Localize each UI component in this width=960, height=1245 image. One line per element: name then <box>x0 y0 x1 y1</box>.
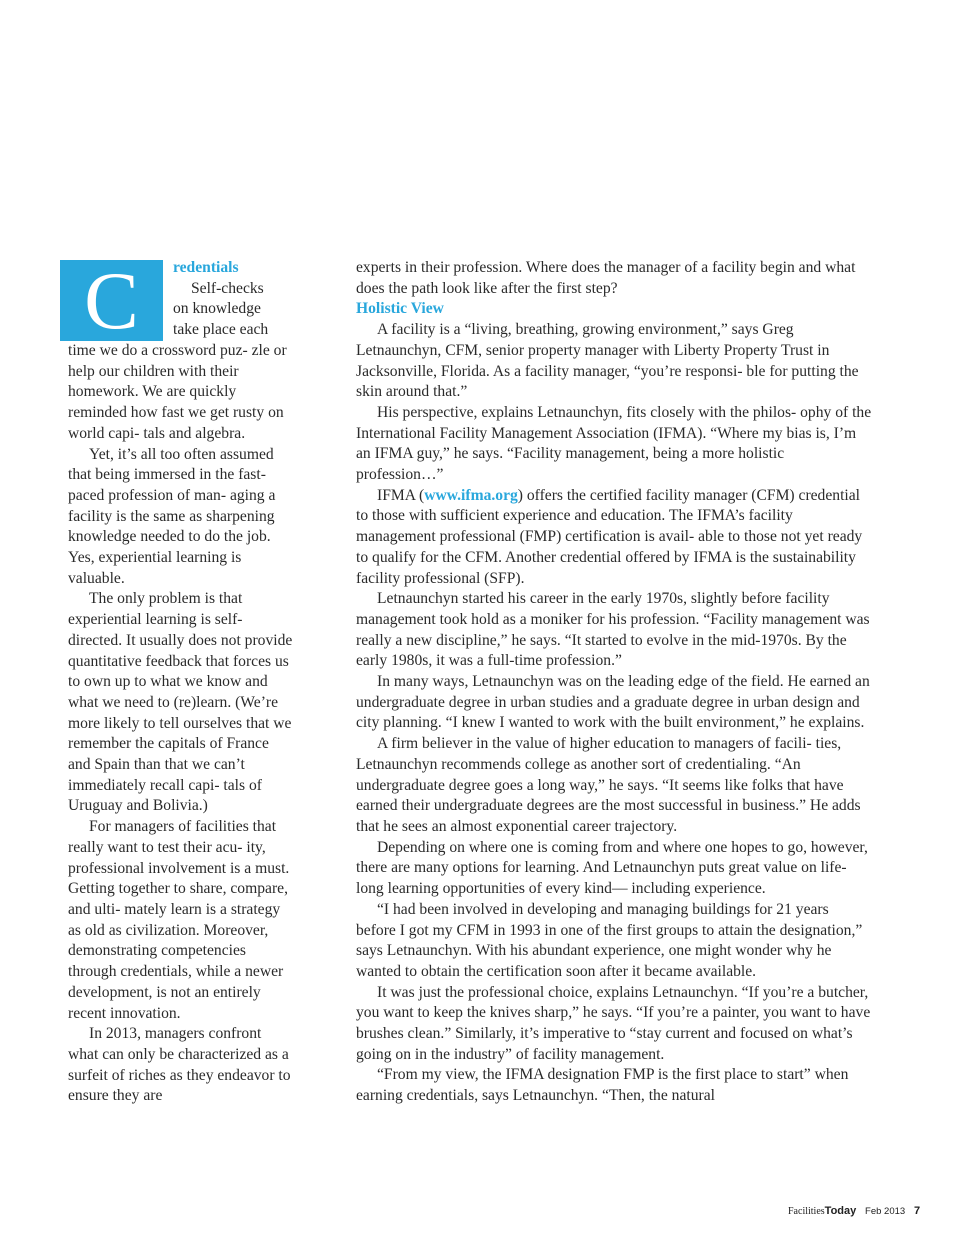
intro-line-1: Self-checks <box>191 279 264 297</box>
body-paragraph: In many ways, Letnaunchyn was on the leading edge of the field. He earned an undergraduate degree in urban studies and a graduate degree in urban design and city planning. “I knew I wanted to work with the built environment,” he explains. <box>356 673 870 732</box>
intro-paragraph-rest: time we do a crossword puz- zle or help our children with their homework. We are quickly reminded how fast we get rusty on world capi- tals and algebra. <box>68 342 287 442</box>
body-paragraph: A facility is a “living, breathing, growing environment,” says Greg Letnaunchyn, CFM, senior property manager with Liberty Property Trust in Jacksonville, Florida. As a facility manager, “you’re responsi- ble for putting the skin around that.” <box>356 321 859 401</box>
section-subhead: Holistic View <box>356 300 444 318</box>
ifma-paragraph <box>356 486 872 590</box>
lead-word-text: redentials <box>173 259 239 276</box>
body-paragraph: For managers of facilities that really want to test their acu- ity, professional involvement is a must. Getting together to share, compare, and ulti- mately learn is a strategy as old as civilization. Moreover, demonstrating competencies through credentials, while a newer development, is not an entirely recent innovation. <box>68 818 290 1022</box>
left-column <box>68 255 294 1107</box>
drop-cap: C <box>60 260 163 341</box>
issue-date: Feb 2013 <box>865 1206 906 1217</box>
page-number: 7 <box>913 1205 921 1217</box>
right-column <box>356 258 872 1107</box>
body-paragraph: “I had been involved in developing and managing buildings for 21 years before I got my CFM in 1993 in one of the first groups to attain the designation,” says Letnaunchyn. With his abundant experience, one might wonder why he wanted to obtain the certification soon after it became available. <box>356 900 863 980</box>
ifma-text-before: IFMA ( <box>377 486 425 504</box>
continued-paragraph: experts in their profession. Where does the manager of a facility begin and what does the path look like after the first step? <box>356 259 856 297</box>
body-paragraph: Letnaunchyn started his career in the early 1970s, slightly before facility management took hold as a moniker for his profession. “Facility management was really a new discipline,” he says. “It started to evolve in the mid-1970s. By the early 1980s, it was a full-time profession.” <box>356 590 870 670</box>
body-paragraph: It was just the professional choice, explains Letnaunchyn. “If you’re a butcher, you want to keep the knives sharp,” he says. “If you’re a painter, you want to have brushes clean.” Similarly, it’s imperative to “stay current and focused on what’s going on in the industry” of facility management. <box>356 983 871 1063</box>
page-footer <box>788 1205 920 1217</box>
body-paragraph: “From my view, the IFMA designation FMP is the first place to start” when earning credentials, says Letnaunchyn. “Then, the natural <box>356 1066 849 1105</box>
intro-line-2: on knowledge <box>173 300 261 318</box>
ifma-text-after: ) offers the certified facility manager (CFM) credential to those with sufficient experience and education. The IFMA’s facility management professional (FMP) certification is avail- able to those not yet ready to qualify for the CFM. Another credential offered by IFMA is the sustainability facility professional (SFP). <box>356 486 863 587</box>
body-paragraph: Yet, it’s all too often assumed that being immersed in the fast-paced profession of man- aging a facility is the same as sharpening knowledge needed to do the job. Yes, experiential learning is valuable. <box>68 445 276 587</box>
magazine-name-part1: Facilities <box>788 1206 825 1217</box>
body-paragraph: His perspective, explains Letnaunchyn, fits closely with the philos- ophy of the International Facility Management Association (IFMA). “Where my bias is, I’m an IFMA guy,” he says. “Facility management, being a more holistic profession…” <box>356 403 872 484</box>
magazine-name-part2: Today <box>824 1205 857 1217</box>
body-paragraph: A firm believer in the value of higher education to managers of facili- ties, Letnaunchyn recommends college as another sort of credentialing. “An undergraduate degree goes a long way,” he says. “It seems like folks that have earned their undergraduate degrees are the most successful in business.” He adds that he sees an almost exponential career trajectory. <box>356 735 861 835</box>
intro-block <box>68 255 294 346</box>
ifma-link[interactable]: www.ifma.org <box>424 486 518 504</box>
body-paragraph: Depending on where one is coming from and where one hopes to go, however, there are many options for learning. And Letnaunchyn puts great value on life-long learning opportunities of every kind— including experience. <box>356 838 868 898</box>
body-paragraph: In 2013, managers confront what can only be characterized as a surfeit of riches as they endeavor to ensure they are <box>68 1025 291 1105</box>
intro-line-3: take place each <box>173 321 269 339</box>
body-paragraph: The only problem is that experiential learning is self- directed. It usually does not provide quantitative feedback that forces us to own up to what we know and what we need to (re)learn. (We’re more likely to tell ourselves that we remember the capitals of France and Spain than that we can’t immediately recall capi- tals of Uruguay and Bolivia.) <box>68 590 293 815</box>
